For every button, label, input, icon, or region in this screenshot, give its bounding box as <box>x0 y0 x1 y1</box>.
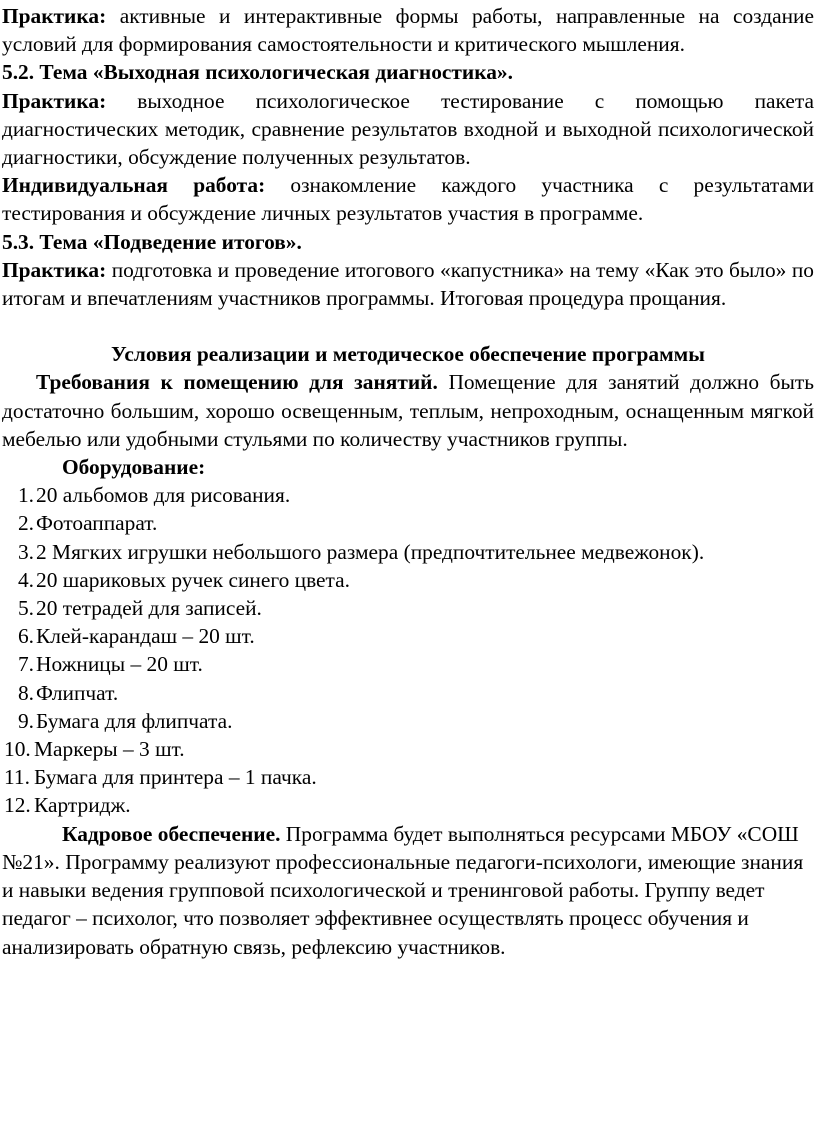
room-requirements-text: Помещение для занятий должно быть достаточно большим, хорошо освещенным, теплым, непроходным, оснащенным мягкой мебелью или удобными стульями по количеству участников группы. <box>2 370 815 451</box>
list-item-number: 6. <box>17 624 34 649</box>
list-item-number: 11. <box>4 765 30 790</box>
equipment-heading <box>2 453 814 481</box>
practice-paragraph-3 <box>2 256 814 312</box>
list-item-text: Клей-карандаш – 20 шт. <box>36 624 255 649</box>
list-item-number: 9. <box>17 708 34 733</box>
staffing-text: Программа будет выполняться ресурсами МБОУ «СОШ №21». Программу реализуют профессиональные педагоги-психологи, имеющие знания и навыки ведения групповой психологической и тренинговой работы. Группу ведет педагог – психолог, что позволяет эффективнее осуществлять процесс обучения и анализировать обратную связь, рефлексию участников. <box>2 821 804 959</box>
topic-heading-5-3-text: 5.3. Тема «Подведение итогов». <box>2 229 302 254</box>
practice-paragraph-1 <box>2 2 814 58</box>
practice-label: Практика: <box>2 4 107 28</box>
list-item-number: 3. <box>17 539 34 564</box>
list-item-number: 2. <box>17 511 34 536</box>
list-item <box>2 566 814 594</box>
list-item-number: 5. <box>17 596 34 621</box>
list-item-number: 4. <box>17 567 34 592</box>
individual-work-text: ознакомление каждого участника с результатами тестирования и обсуждение личных результатов участия в программе. <box>2 173 814 226</box>
list-item <box>2 509 814 537</box>
list-item-number: 12. <box>4 793 31 818</box>
list-item-text: Ножницы – 20 шт. <box>36 652 203 677</box>
spacer <box>2 312 814 340</box>
practice-paragraph-2 <box>2 87 814 172</box>
staffing-label: Кадровое обеспечение. <box>62 821 281 846</box>
equipment-list <box>2 481 814 819</box>
list-item <box>2 763 814 791</box>
topic-heading-5-3 <box>2 228 814 256</box>
section-title-text: Условия реализации и методическое обеспечение программы <box>111 342 705 367</box>
list-item-text: Флипчат. <box>36 680 119 705</box>
individual-work-paragraph <box>2 171 814 227</box>
topic-heading-5-2 <box>2 58 814 86</box>
section-title <box>2 340 814 368</box>
room-requirements-paragraph <box>2 368 814 453</box>
equipment-heading-text: Оборудование: <box>62 455 206 480</box>
list-item <box>2 707 814 735</box>
list-item <box>2 650 814 678</box>
list-item-text: 20 шариковых ручек синего цвета. <box>36 567 350 592</box>
list-item-text: Бумага для принтера – 1 пачка. <box>34 765 317 790</box>
list-item-text: 2 Мягких игрушки небольшого размера (предпочтительнее медвежонок). <box>36 539 705 564</box>
list-item-number: 7. <box>17 652 34 677</box>
list-item-text: 20 тетрадей для записей. <box>36 596 262 621</box>
room-requirements-label: Требования к помещению для занятий. <box>36 370 438 395</box>
list-item-text: 20 альбомов для рисования. <box>36 483 291 508</box>
practice-label: Практика: <box>2 88 107 113</box>
list-item <box>2 791 814 819</box>
practice-label: Практика: <box>2 257 107 282</box>
list-item-text: Маркеры – 3 шт. <box>34 737 185 762</box>
list-item <box>2 481 814 509</box>
list-item-number: 10. <box>4 737 31 762</box>
list-item-text: Фотоаппарат. <box>36 511 158 536</box>
list-item-number: 1. <box>17 483 34 508</box>
topic-heading-5-2-text: 5.2. Тема «Выходная психологическая диагностика». <box>2 60 513 85</box>
list-item-text: Бумага для флипчата. <box>36 708 233 733</box>
list-item <box>2 679 814 707</box>
list-item-number: 8. <box>17 680 34 705</box>
list-item-text: Картридж. <box>34 793 131 818</box>
list-item <box>2 538 814 566</box>
staffing-paragraph <box>2 820 814 961</box>
practice-text: выходное психологическое тестирование с помощью пакета диагностических методик, сравнение результатов входной и выходной психологической диагностики, обсуждение полученных результатов. <box>2 88 814 170</box>
list-item <box>2 735 814 763</box>
practice-text: подготовка и проведение итогового «капустника» на тему «Как это было» по итогам и впечатлениям участников программы. Итоговая процедура прощания. <box>2 257 814 311</box>
practice-text: активные и интерактивные формы работы, направленные на создание условий для формирования самостоятельности и критического мышления. <box>2 4 814 57</box>
list-item <box>2 594 814 622</box>
individual-work-label: Индивидуальная работа: <box>2 173 266 198</box>
list-item <box>2 622 814 650</box>
